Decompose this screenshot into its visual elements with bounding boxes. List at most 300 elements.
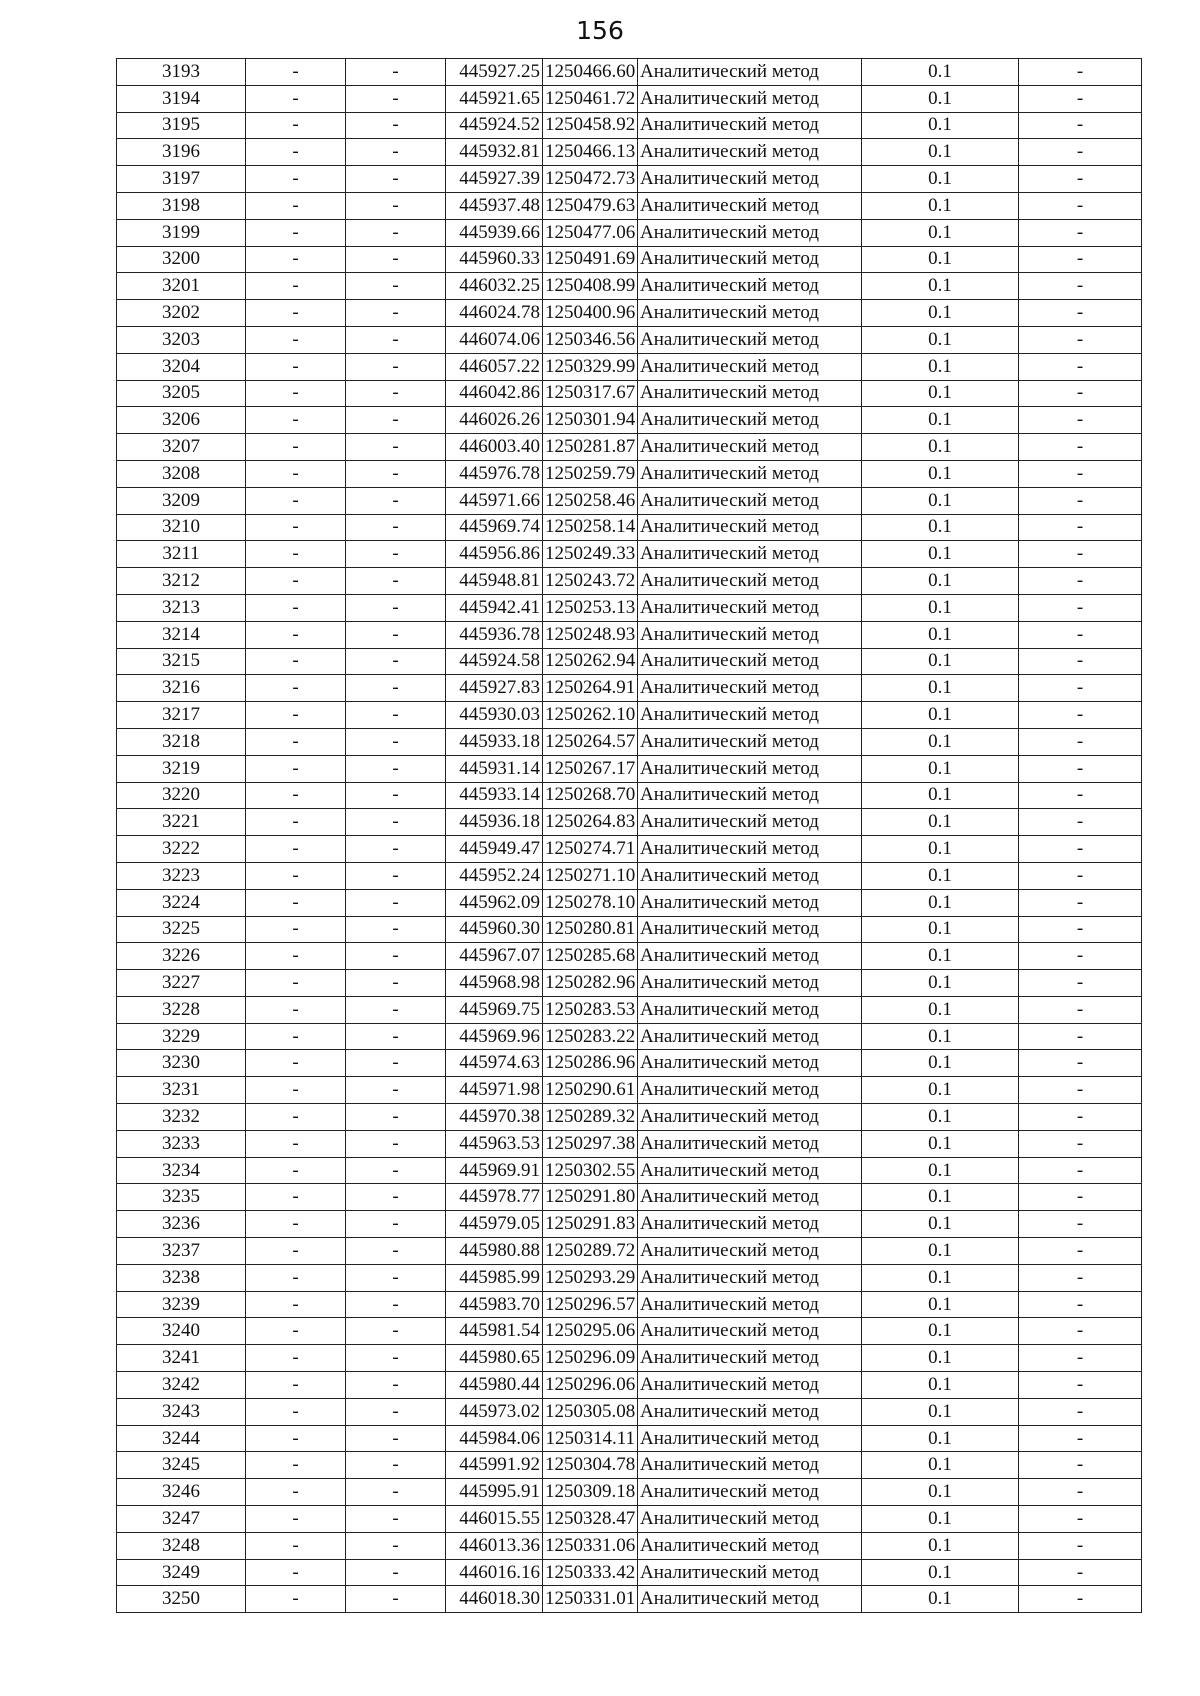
point-number-cell: 3221 [117, 809, 246, 836]
y-coordinate-cell: 1250264.57 [543, 728, 638, 755]
y-coordinate-cell: 1250258.46 [543, 487, 638, 514]
table-row [117, 1211, 1142, 1238]
method-cell: Аналитический метод [638, 1157, 862, 1184]
y-coordinate-cell: 1250333.42 [543, 1559, 638, 1586]
x-coordinate-cell: 445974.63 [446, 1050, 543, 1077]
x-coordinate-cell: 445983.70 [446, 1291, 543, 1318]
empty-cell: - [246, 1425, 346, 1452]
y-coordinate-cell: 1250286.96 [543, 1050, 638, 1077]
empty-cell: - [346, 407, 446, 434]
point-number-cell: 3228 [117, 996, 246, 1023]
table-row [117, 1104, 1142, 1131]
precision-cell: 0.1 [862, 514, 1019, 541]
empty-cell: - [246, 1023, 346, 1050]
y-coordinate-cell: 1250491.69 [543, 246, 638, 273]
precision-cell: 0.1 [862, 1479, 1019, 1506]
empty-cell: - [246, 139, 346, 166]
precision-cell: 0.1 [862, 889, 1019, 916]
x-coordinate-cell: 446024.78 [446, 300, 543, 327]
empty-cell: - [246, 300, 346, 327]
table-row [117, 1130, 1142, 1157]
empty-cell: - [246, 1506, 346, 1533]
precision-cell: 0.1 [862, 1211, 1019, 1238]
table-row [117, 728, 1142, 755]
point-number-cell: 3232 [117, 1104, 246, 1131]
table-row [117, 380, 1142, 407]
precision-cell: 0.1 [862, 809, 1019, 836]
x-coordinate-cell: 445956.86 [446, 541, 543, 568]
empty-cell: - [346, 1318, 446, 1345]
empty-cell: - [1019, 1318, 1142, 1345]
empty-cell: - [246, 755, 346, 782]
precision-cell: 0.1 [862, 541, 1019, 568]
empty-cell: - [1019, 460, 1142, 487]
empty-cell: - [246, 273, 346, 300]
point-number-cell: 3241 [117, 1345, 246, 1372]
x-coordinate-cell: 445970.38 [446, 1104, 543, 1131]
empty-cell: - [346, 59, 446, 86]
method-cell: Аналитический метод [638, 1398, 862, 1425]
empty-cell: - [1019, 326, 1142, 353]
table-row [117, 460, 1142, 487]
method-cell: Аналитический метод [638, 889, 862, 916]
table-row [117, 1398, 1142, 1425]
point-number-cell: 3227 [117, 970, 246, 997]
precision-cell: 0.1 [862, 246, 1019, 273]
x-coordinate-cell: 445971.66 [446, 487, 543, 514]
point-number-cell: 3194 [117, 85, 246, 112]
table-row [117, 1506, 1142, 1533]
empty-cell: - [346, 1398, 446, 1425]
x-coordinate-cell: 445980.65 [446, 1345, 543, 1372]
empty-cell: - [346, 916, 446, 943]
precision-cell: 0.1 [862, 192, 1019, 219]
method-cell: Аналитический метод [638, 1077, 862, 1104]
method-cell: Аналитический метод [638, 1264, 862, 1291]
x-coordinate-cell: 445927.39 [446, 166, 543, 193]
precision-cell: 0.1 [862, 112, 1019, 139]
table-row [117, 862, 1142, 889]
point-number-cell: 3211 [117, 541, 246, 568]
precision-cell: 0.1 [862, 326, 1019, 353]
empty-cell: - [1019, 862, 1142, 889]
method-cell: Аналитический метод [638, 1211, 862, 1238]
method-cell: Аналитический метод [638, 1104, 862, 1131]
x-coordinate-cell: 445991.92 [446, 1452, 543, 1479]
table-row [117, 326, 1142, 353]
point-number-cell: 3212 [117, 568, 246, 595]
empty-cell: - [346, 1372, 446, 1399]
precision-cell: 0.1 [862, 1559, 1019, 1586]
empty-cell: - [346, 1077, 446, 1104]
empty-cell: - [346, 487, 446, 514]
precision-cell: 0.1 [862, 1264, 1019, 1291]
empty-cell: - [246, 1479, 346, 1506]
point-number-cell: 3231 [117, 1077, 246, 1104]
x-coordinate-cell: 446074.06 [446, 326, 543, 353]
empty-cell: - [246, 1586, 346, 1613]
y-coordinate-cell: 1250302.55 [543, 1157, 638, 1184]
table-row [117, 434, 1142, 461]
empty-cell: - [246, 1104, 346, 1131]
precision-cell: 0.1 [862, 728, 1019, 755]
x-coordinate-cell: 445995.91 [446, 1479, 543, 1506]
precision-cell: 0.1 [862, 434, 1019, 461]
x-coordinate-cell: 446018.30 [446, 1586, 543, 1613]
empty-cell: - [246, 487, 346, 514]
empty-cell: - [1019, 1506, 1142, 1533]
x-coordinate-cell: 445981.54 [446, 1318, 543, 1345]
point-number-cell: 3196 [117, 139, 246, 166]
precision-cell: 0.1 [862, 755, 1019, 782]
table-row [117, 273, 1142, 300]
empty-cell: - [346, 1023, 446, 1050]
precision-cell: 0.1 [862, 1023, 1019, 1050]
empty-cell: - [246, 675, 346, 702]
empty-cell: - [246, 1398, 346, 1425]
empty-cell: - [346, 728, 446, 755]
y-coordinate-cell: 1250243.72 [543, 568, 638, 595]
precision-cell: 0.1 [862, 407, 1019, 434]
method-cell: Аналитический метод [638, 1023, 862, 1050]
point-number-cell: 3223 [117, 862, 246, 889]
table-row [117, 755, 1142, 782]
empty-cell: - [246, 1077, 346, 1104]
point-number-cell: 3240 [117, 1318, 246, 1345]
empty-cell: - [246, 380, 346, 407]
empty-cell: - [1019, 353, 1142, 380]
precision-cell: 0.1 [862, 1238, 1019, 1265]
table-row [117, 541, 1142, 568]
y-coordinate-cell: 1250295.06 [543, 1318, 638, 1345]
empty-cell: - [246, 1532, 346, 1559]
empty-cell: - [1019, 514, 1142, 541]
x-coordinate-cell: 445921.65 [446, 85, 543, 112]
empty-cell: - [1019, 1157, 1142, 1184]
precision-cell: 0.1 [862, 675, 1019, 702]
x-coordinate-cell: 445985.99 [446, 1264, 543, 1291]
table-row [117, 219, 1142, 246]
precision-cell: 0.1 [862, 353, 1019, 380]
empty-cell: - [346, 1506, 446, 1533]
table-row [117, 112, 1142, 139]
table-row [117, 1425, 1142, 1452]
y-coordinate-cell: 1250296.06 [543, 1372, 638, 1399]
y-coordinate-cell: 1250477.06 [543, 219, 638, 246]
method-cell: Аналитический метод [638, 621, 862, 648]
empty-cell: - [346, 862, 446, 889]
empty-cell: - [1019, 407, 1142, 434]
empty-cell: - [1019, 219, 1142, 246]
y-coordinate-cell: 1250458.92 [543, 112, 638, 139]
point-number-cell: 3202 [117, 300, 246, 327]
x-coordinate-cell: 445969.74 [446, 514, 543, 541]
table-row [117, 1238, 1142, 1265]
precision-cell: 0.1 [862, 380, 1019, 407]
point-number-cell: 3205 [117, 380, 246, 407]
method-cell: Аналитический метод [638, 943, 862, 970]
y-coordinate-cell: 1250267.17 [543, 755, 638, 782]
point-number-cell: 3195 [117, 112, 246, 139]
empty-cell: - [1019, 380, 1142, 407]
point-number-cell: 3210 [117, 514, 246, 541]
empty-cell: - [1019, 192, 1142, 219]
method-cell: Аналитический метод [638, 460, 862, 487]
empty-cell: - [346, 1050, 446, 1077]
empty-cell: - [246, 916, 346, 943]
table-row [117, 889, 1142, 916]
x-coordinate-cell: 446032.25 [446, 273, 543, 300]
x-coordinate-cell: 445969.75 [446, 996, 543, 1023]
empty-cell: - [246, 1559, 346, 1586]
x-coordinate-cell: 446015.55 [446, 1506, 543, 1533]
precision-cell: 0.1 [862, 1586, 1019, 1613]
table-row [117, 85, 1142, 112]
empty-cell: - [246, 728, 346, 755]
point-number-cell: 3208 [117, 460, 246, 487]
y-coordinate-cell: 1250466.13 [543, 139, 638, 166]
empty-cell: - [246, 1157, 346, 1184]
empty-cell: - [346, 568, 446, 595]
x-coordinate-cell: 445973.02 [446, 1398, 543, 1425]
empty-cell: - [1019, 621, 1142, 648]
empty-cell: - [346, 192, 446, 219]
empty-cell: - [346, 85, 446, 112]
y-coordinate-cell: 1250253.13 [543, 594, 638, 621]
method-cell: Аналитический метод [638, 541, 862, 568]
precision-cell: 0.1 [862, 970, 1019, 997]
empty-cell: - [246, 541, 346, 568]
x-coordinate-cell: 445930.03 [446, 702, 543, 729]
empty-cell: - [346, 326, 446, 353]
empty-cell: - [346, 1559, 446, 1586]
empty-cell: - [346, 943, 446, 970]
precision-cell: 0.1 [862, 621, 1019, 648]
empty-cell: - [1019, 1372, 1142, 1399]
method-cell: Аналитический метод [638, 300, 862, 327]
empty-cell: - [1019, 1291, 1142, 1318]
y-coordinate-cell: 1250317.67 [543, 380, 638, 407]
empty-cell: - [346, 353, 446, 380]
point-number-cell: 3203 [117, 326, 246, 353]
method-cell: Аналитический метод [638, 434, 862, 461]
empty-cell: - [1019, 1023, 1142, 1050]
y-coordinate-cell: 1250331.06 [543, 1532, 638, 1559]
table-row [117, 1586, 1142, 1613]
x-coordinate-cell: 445931.14 [446, 755, 543, 782]
empty-cell: - [346, 273, 446, 300]
empty-cell: - [246, 836, 346, 863]
empty-cell: - [346, 434, 446, 461]
x-coordinate-cell: 445936.18 [446, 809, 543, 836]
precision-cell: 0.1 [862, 139, 1019, 166]
y-coordinate-cell: 1250291.83 [543, 1211, 638, 1238]
precision-cell: 0.1 [862, 1050, 1019, 1077]
table-row [117, 246, 1142, 273]
table-row [117, 916, 1142, 943]
table-row [117, 300, 1142, 327]
point-number-cell: 3214 [117, 621, 246, 648]
y-coordinate-cell: 1250281.87 [543, 434, 638, 461]
empty-cell: - [346, 702, 446, 729]
point-number-cell: 3226 [117, 943, 246, 970]
x-coordinate-cell: 445979.05 [446, 1211, 543, 1238]
table-row [117, 353, 1142, 380]
x-coordinate-cell: 445969.91 [446, 1157, 543, 1184]
precision-cell: 0.1 [862, 996, 1019, 1023]
x-coordinate-cell: 445949.47 [446, 836, 543, 863]
y-coordinate-cell: 1250262.94 [543, 648, 638, 675]
method-cell: Аналитический метод [638, 970, 862, 997]
method-cell: Аналитический метод [638, 1184, 862, 1211]
x-coordinate-cell: 445980.44 [446, 1372, 543, 1399]
precision-cell: 0.1 [862, 594, 1019, 621]
point-number-cell: 3193 [117, 59, 246, 86]
empty-cell: - [246, 1184, 346, 1211]
method-cell: Аналитический метод [638, 568, 862, 595]
y-coordinate-cell: 1250346.56 [543, 326, 638, 353]
empty-cell: - [246, 1372, 346, 1399]
point-number-cell: 3239 [117, 1291, 246, 1318]
empty-cell: - [246, 1345, 346, 1372]
empty-cell: - [1019, 246, 1142, 273]
empty-cell: - [246, 112, 346, 139]
empty-cell: - [1019, 85, 1142, 112]
x-coordinate-cell: 445984.06 [446, 1425, 543, 1452]
empty-cell: - [346, 889, 446, 916]
point-number-cell: 3201 [117, 273, 246, 300]
y-coordinate-cell: 1250479.63 [543, 192, 638, 219]
y-coordinate-cell: 1250258.14 [543, 514, 638, 541]
method-cell: Аналитический метод [638, 1050, 862, 1077]
method-cell: Аналитический метод [638, 1559, 862, 1586]
empty-cell: - [346, 1345, 446, 1372]
table-row [117, 702, 1142, 729]
table-row [117, 407, 1142, 434]
empty-cell: - [1019, 487, 1142, 514]
y-coordinate-cell: 1250278.10 [543, 889, 638, 916]
empty-cell: - [246, 648, 346, 675]
empty-cell: - [246, 862, 346, 889]
precision-cell: 0.1 [862, 273, 1019, 300]
empty-cell: - [346, 166, 446, 193]
x-coordinate-cell: 445927.83 [446, 675, 543, 702]
y-coordinate-cell: 1250264.91 [543, 675, 638, 702]
precision-cell: 0.1 [862, 1532, 1019, 1559]
point-number-cell: 3243 [117, 1398, 246, 1425]
point-number-cell: 3216 [117, 675, 246, 702]
empty-cell: - [1019, 648, 1142, 675]
method-cell: Аналитический метод [638, 1238, 862, 1265]
precision-cell: 0.1 [862, 300, 1019, 327]
empty-cell: - [1019, 889, 1142, 916]
method-cell: Аналитический метод [638, 996, 862, 1023]
empty-cell: - [246, 1211, 346, 1238]
y-coordinate-cell: 1250285.68 [543, 943, 638, 970]
x-coordinate-cell: 445976.78 [446, 460, 543, 487]
empty-cell: - [1019, 59, 1142, 86]
empty-cell: - [1019, 1130, 1142, 1157]
x-coordinate-cell: 446042.86 [446, 380, 543, 407]
precision-cell: 0.1 [862, 943, 1019, 970]
x-coordinate-cell: 445971.98 [446, 1077, 543, 1104]
method-cell: Аналитический метод [638, 192, 862, 219]
empty-cell: - [246, 246, 346, 273]
empty-cell: - [1019, 1586, 1142, 1613]
empty-cell: - [346, 996, 446, 1023]
x-coordinate-cell: 446003.40 [446, 434, 543, 461]
empty-cell: - [346, 1184, 446, 1211]
precision-cell: 0.1 [862, 59, 1019, 86]
y-coordinate-cell: 1250248.93 [543, 621, 638, 648]
empty-cell: - [1019, 1050, 1142, 1077]
point-number-cell: 3206 [117, 407, 246, 434]
point-number-cell: 3245 [117, 1452, 246, 1479]
point-number-cell: 3233 [117, 1130, 246, 1157]
empty-cell: - [346, 782, 446, 809]
empty-cell: - [1019, 1479, 1142, 1506]
empty-cell: - [346, 1130, 446, 1157]
method-cell: Аналитический метод [638, 407, 862, 434]
empty-cell: - [346, 380, 446, 407]
empty-cell: - [246, 943, 346, 970]
table-row [117, 166, 1142, 193]
point-number-cell: 3207 [117, 434, 246, 461]
x-coordinate-cell: 445968.98 [446, 970, 543, 997]
empty-cell: - [1019, 1425, 1142, 1452]
precision-cell: 0.1 [862, 166, 1019, 193]
empty-cell: - [246, 1264, 346, 1291]
y-coordinate-cell: 1250271.10 [543, 862, 638, 889]
empty-cell: - [246, 1318, 346, 1345]
empty-cell: - [246, 782, 346, 809]
y-coordinate-cell: 1250249.33 [543, 541, 638, 568]
table-row [117, 59, 1142, 86]
method-cell: Аналитический метод [638, 487, 862, 514]
empty-cell: - [1019, 1238, 1142, 1265]
table-row [117, 139, 1142, 166]
x-coordinate-cell: 445937.48 [446, 192, 543, 219]
method-cell: Аналитический метод [638, 246, 862, 273]
empty-cell: - [1019, 434, 1142, 461]
x-coordinate-cell: 445924.58 [446, 648, 543, 675]
precision-cell: 0.1 [862, 1345, 1019, 1372]
empty-cell: - [1019, 112, 1142, 139]
empty-cell: - [346, 1532, 446, 1559]
method-cell: Аналитический метод [638, 59, 862, 86]
empty-cell: - [246, 1291, 346, 1318]
precision-cell: 0.1 [862, 1291, 1019, 1318]
method-cell: Аналитический метод [638, 1345, 862, 1372]
table-row [117, 1157, 1142, 1184]
point-number-cell: 3217 [117, 702, 246, 729]
empty-cell: - [246, 192, 346, 219]
precision-cell: 0.1 [862, 1077, 1019, 1104]
method-cell: Аналитический метод [638, 836, 862, 863]
x-coordinate-cell: 445952.24 [446, 862, 543, 889]
empty-cell: - [1019, 755, 1142, 782]
empty-cell: - [246, 889, 346, 916]
empty-cell: - [346, 1157, 446, 1184]
point-number-cell: 3249 [117, 1559, 246, 1586]
empty-cell: - [246, 166, 346, 193]
point-number-cell: 3200 [117, 246, 246, 273]
method-cell: Аналитический метод [638, 782, 862, 809]
empty-cell: - [1019, 996, 1142, 1023]
point-number-cell: 3204 [117, 353, 246, 380]
empty-cell: - [346, 1104, 446, 1131]
empty-cell: - [246, 1452, 346, 1479]
